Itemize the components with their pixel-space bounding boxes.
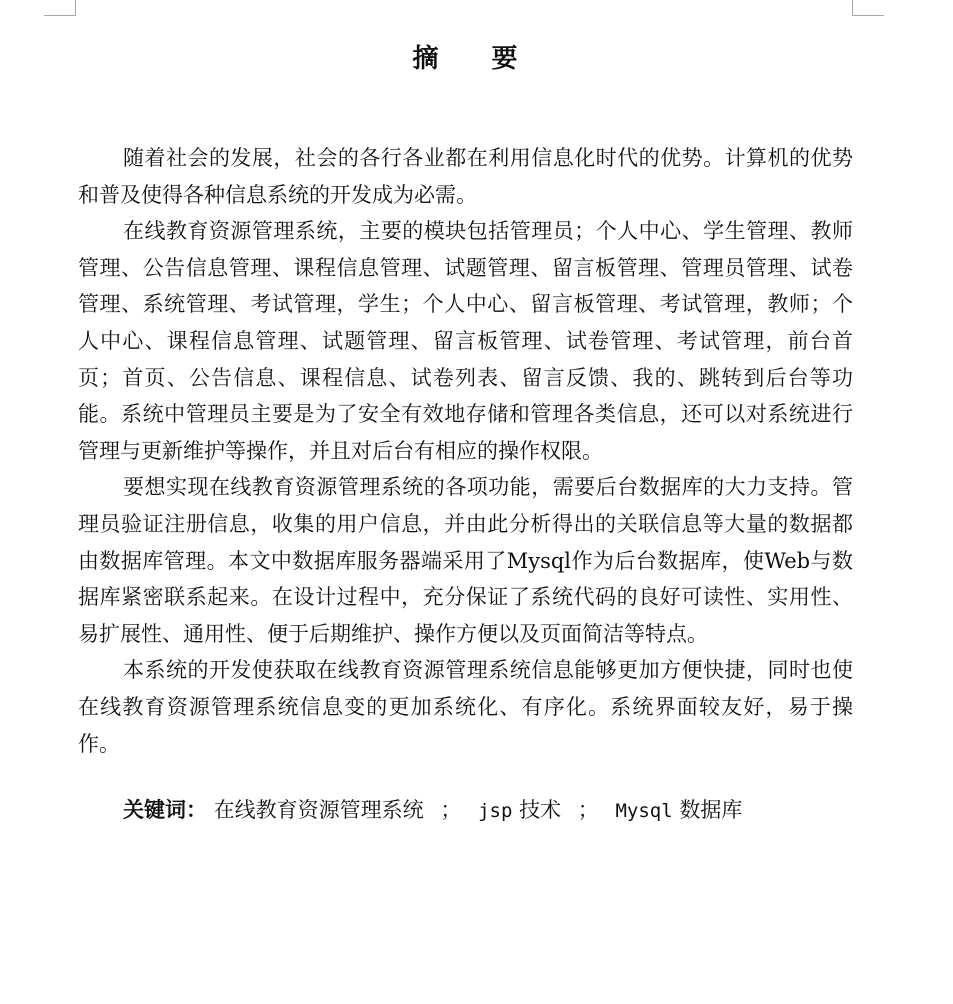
page-title: 摘 要 (412, 44, 540, 74)
keyword-item-3: 数据库 (672, 798, 743, 822)
abstract-body (78, 140, 853, 762)
keyword-item-3-term: Mysql (615, 800, 673, 822)
keywords-label: 关键词： (123, 798, 207, 822)
page-corner-mark-top-left (44, 0, 76, 16)
keyword-item-2: 技术 (512, 798, 562, 822)
abstract-paragraph-2: 在线教育资源管理系统，主要的模块包括管理员；个人中心、学生管理、教师管理、公告信息管理、课程信息管理、试题管理、留言板管理、管理员管理、试卷管理、系统管理、考试管理，学生；个人中心、留言板管理、考试管理，教师；个人中心、课程信息管理、试题管理、留言板管理、试卷管理、考试管理，前台首页；首页、公告信息、课程信息、试卷列表、留言反馈、我的、跳转到后台等功能。系统中管理员主要是为了安全有效地存储和管理各类信息，还可以对系统进行管理与更新维护等操作，并且对后台有相应的操作权限。 (78, 219, 853, 463)
abstract-paragraph-4: 本系统的开发使获取在线教育资源管理系统信息能够更加方便快捷，同时也使在线教育资源管理系统信息变的更加系统化、有序化。系统界面较友好，易于操作。 (78, 658, 853, 756)
page-corner-mark-top-right (852, 0, 884, 16)
abstract-paragraph-1: 随着社会的发展，社会的各行各业都在利用信息化时代的优势。计算机的优势和普及使得各种信息系统的开发成为必需。 (78, 146, 853, 207)
keyword-separator: ； (440, 798, 462, 822)
keyword-item-2-term: jsp (478, 800, 513, 822)
keyword-separator: ； (577, 798, 599, 822)
keywords-line (123, 794, 843, 827)
keyword-item-1: 在线教育资源管理系统 (213, 798, 424, 822)
abstract-paragraph-3: 要想实现在线教育资源管理系统的各项功能，需要后台数据库的大力支持。管理员验证注册信息，收集的用户信息，并由此分析得出的关联信息等大量的数据都由数据库管理。本文中数据库服务器端采用了Mysql作为后台数据库，使Web与数据库紧密联系起来。在设计过程中，充分保证了系统代码的良好可读性、实用性、易扩展性、通用性、便于后期维护、操作方便以及页面简洁等特点。 (78, 475, 853, 646)
